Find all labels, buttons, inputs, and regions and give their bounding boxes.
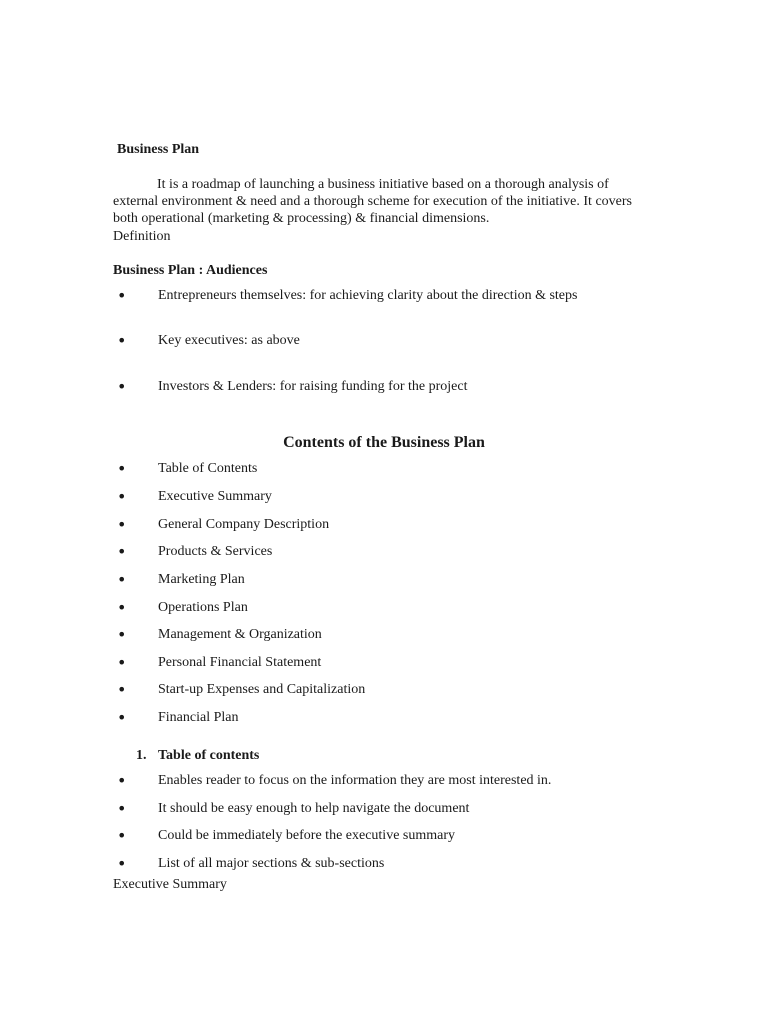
- bullet-icon: •: [117, 542, 127, 561]
- section-number: 1.: [136, 748, 147, 763]
- document-title: Business Plan: [117, 142, 200, 157]
- bullet-icon: •: [117, 515, 127, 534]
- bullet-icon: •: [117, 826, 127, 845]
- list-item-text: Investors & Lenders: for raising funding for the project: [158, 379, 468, 394]
- list-item-text: It should be easy enough to help navigate the document: [158, 801, 470, 816]
- list-item-text: Start-up Expenses and Capitalization: [158, 682, 366, 697]
- bullet-icon: •: [117, 799, 127, 818]
- list-item-text: Personal Financial Statement: [158, 655, 322, 670]
- intro-paragraph: [113, 176, 633, 227]
- table-of-contents-heading: [136, 748, 259, 764]
- bullet-icon: •: [117, 459, 127, 478]
- list-item-text: Executive Summary: [158, 489, 272, 504]
- bullet-icon: •: [117, 771, 127, 790]
- list-item-text: Management & Organization: [158, 627, 322, 642]
- intro-text: It is a roadmap of launching a business initiative based on a thorough analysis of external environment & need and a thorough scheme for execution of the initiative. It covers both operational (marketing & processing) & financial dimensions.: [113, 177, 632, 226]
- list-item-text: Entrepreneurs themselves: for achieving clarity about the direction & steps: [158, 288, 578, 303]
- list-item-text: Financial Plan: [158, 710, 239, 725]
- list-item-text: Operations Plan: [158, 600, 248, 615]
- bullet-icon: •: [117, 653, 127, 672]
- bullet-icon: •: [117, 598, 127, 617]
- list-item-text: General Company Description: [158, 517, 330, 532]
- audiences-heading: Business Plan : Audiences: [113, 263, 268, 278]
- contents-heading: Contents of the Business Plan: [283, 434, 485, 451]
- list-item-text: List of all major sections & sub-sections: [158, 856, 385, 871]
- section-title: Table of contents: [158, 748, 260, 763]
- bullet-icon: •: [117, 708, 127, 727]
- bullet-icon: •: [117, 377, 127, 396]
- bullet-icon: •: [117, 625, 127, 644]
- executive-summary-label: Executive Summary: [113, 877, 227, 892]
- bullet-icon: •: [117, 680, 127, 699]
- list-item-text: Products & Services: [158, 544, 273, 559]
- bullet-icon: •: [117, 570, 127, 589]
- list-item-text: Marketing Plan: [158, 572, 245, 587]
- bullet-icon: •: [117, 331, 127, 350]
- bullet-icon: •: [117, 854, 127, 873]
- bullet-icon: •: [117, 487, 127, 506]
- list-item-text: Enables reader to focus on the information they are most interested in.: [158, 773, 552, 788]
- definition-label: Definition: [113, 229, 171, 244]
- list-item-text: Table of Contents: [158, 461, 258, 476]
- bullet-icon: •: [117, 286, 127, 305]
- list-item-text: Key executives: as above: [158, 333, 300, 348]
- list-item-text: Could be immediately before the executive summary: [158, 828, 456, 843]
